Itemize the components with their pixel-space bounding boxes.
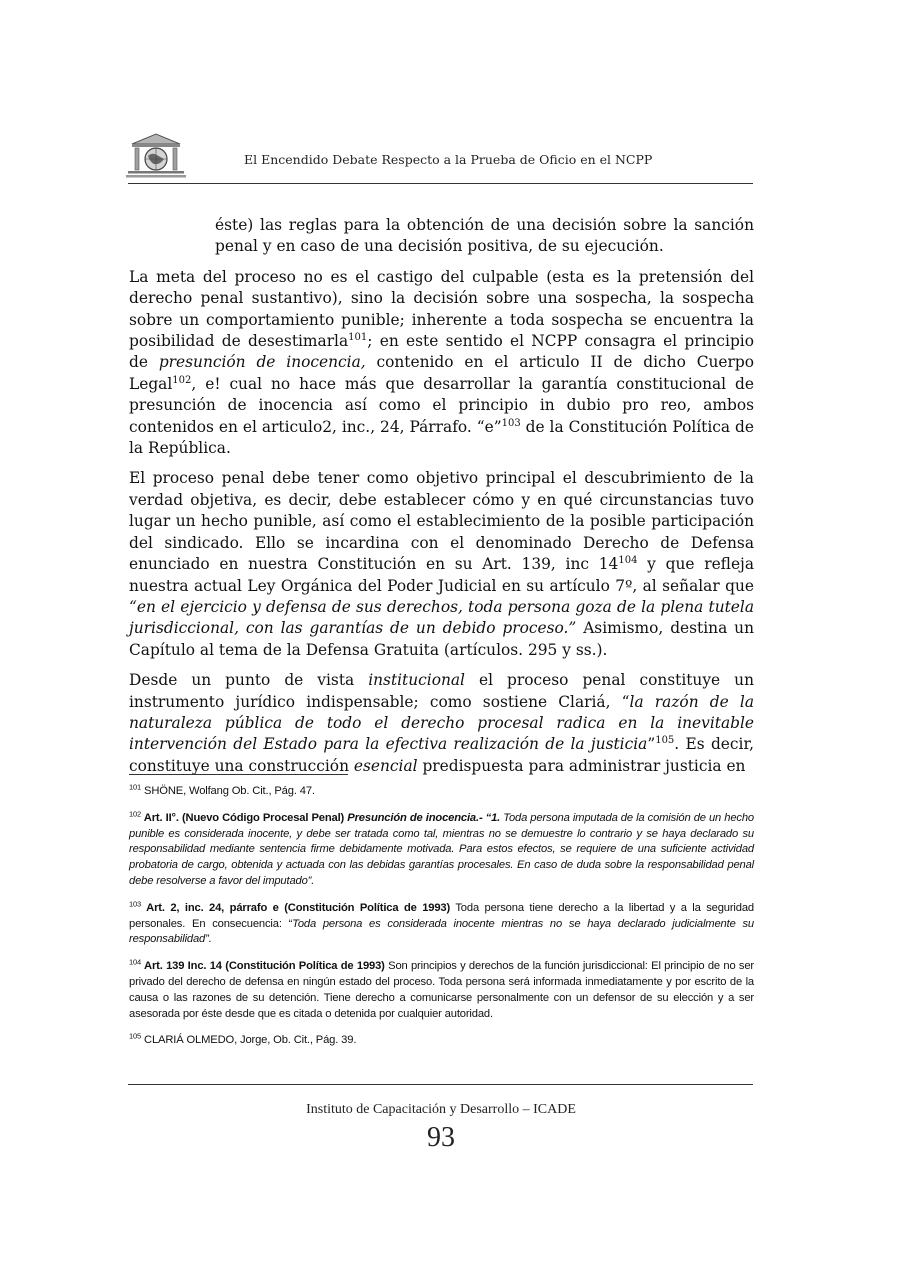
footnote-citation: Art. II°. (Nuevo Código Procesal Penal) (141, 811, 348, 824)
emphasis: la razón de la naturaleza pública de todo el derecho procesal radica en la inevitable intervención del Estado para la efectiva realización de la justicia (129, 692, 755, 754)
text-run: ; en este sentido el NCPP consagra el principio de (129, 332, 754, 372)
footnote-number: 101 (129, 782, 142, 792)
footnote-105 (129, 1033, 754, 1049)
page-number: 93 (427, 1122, 455, 1153)
text-run: Desde un punto de vista (129, 671, 369, 690)
footnote-ref-105[interactable]: 105 (655, 735, 675, 747)
footnote-number: 104 (129, 957, 142, 967)
footer-institution: Instituto de Capacitación y Desarrollo – ICADE (306, 1102, 576, 1117)
emphasis: “en el ejercicio y defensa de sus derechos, toda persona goza de la plena tutela jurisdiccional, con las garantías de un debido proceso.” (129, 597, 754, 638)
footnote-quote: Toda persona imputada de la comisión de un hecho punible es considerada inocente, y debe ser tratada como tal, mientras no se demuestre lo contrario y se haya declarado su responsabilidad mediante sentencia firme debidamente motivada. Para estos efectos, se requiere de una suficiente actividad probatoria de cargo, obtenida y actuada con las debidas garantías procesales. En caso de duda sobre la responsabilidad penal debe resolverse a favor del imputado”. (129, 811, 755, 887)
emphasis: esencial (353, 756, 418, 775)
footnote-number: 102 (129, 809, 142, 819)
footnote-ref-104[interactable]: 104 (618, 554, 638, 566)
header-divider (128, 183, 753, 184)
footnote-quote: Toda persona es considerada inocente mientras no se haya declarado judicialmente su responsabilidad”. (129, 917, 754, 946)
institution-logo-icon (124, 132, 188, 180)
footnote-101 (129, 784, 754, 800)
text-run: , e! cual no hace más que desarrollar la garantía constitucional de presunción de inocencia así como el principio in dubio pro reo, ambos contenidos en el articulo2, inc., 24, Párrafo. “e” (129, 374, 754, 436)
footer-divider (128, 1084, 753, 1085)
footnote-ref-101[interactable]: 101 (348, 331, 368, 343)
paragraph-1 (129, 267, 754, 460)
text-run: el proceso penal constituye un instrumento jurídico indispensable; como sostiene Clariá, “ (129, 671, 754, 711)
footnote-103 (129, 901, 754, 948)
text-run: contenido en el articulo II de dicho Cuerpo Legal (129, 353, 754, 393)
text-run: de la Constitución Política de la República. (129, 417, 754, 458)
paragraph-2 (129, 468, 754, 661)
emphasis: institucional (368, 671, 465, 690)
block-quote: éste) las reglas para la obtención de una decisión sobre la sanción penal y en caso de una decisión positiva, de su ejecución. (215, 216, 754, 256)
footnote-104 (129, 959, 754, 1022)
footnotes (129, 784, 754, 1060)
footnote-text: Toda persona tiene derecho a la libertad y a la seguridad personales. En consecuencia: “ (129, 901, 754, 930)
footnote-heading: Presunción de inocencia.- “1. (347, 811, 501, 824)
emphasis: presunción de inocencia, (158, 353, 366, 372)
text-run: y que refleja nuestra actual Ley Orgánica del Poder Judicial en su artículo 7º, al señalar que (129, 555, 754, 595)
text-run: El proceso penal debe tener como objetivo principal el descubrimiento de la verdad objetiva, es decir, debe establecer cómo y en qué circunstancias tuvo lugar un hecho punible, así como el establecimiento de la posible participación del sindicado. Ello se incardina con el denominado Derecho de Defensa enunciado en nuestra Constitución en su Art. 139, inc 14 (129, 469, 754, 574)
text-run: La meta del proceso no es el castigo del culpable (esta es la pretensión del derecho penal sustantivo), sino la decisión sobre una sospecha, la sospecha sobre un comportamiento punible; inherente a toda sospecha se encuentra la posibilidad de desestimarla (129, 267, 754, 351)
text-run: predispuesta para administrar justicia en (417, 756, 746, 775)
footnote-citation: Art. 139 Inc. 14 (Constitución Política de 1993) (141, 960, 385, 973)
footnote-text: CLARIÁ OLMEDO, Jorge, Ob. Cit., Pág. 39. (141, 1034, 357, 1047)
footnote-text: Son principios y derechos de la función jurisdiccional: El principio de no ser privado del derecho de defensa en ningún estado del proceso. Toda persona será informada inmediatamente y por escrito de la causa o las razones de su detención. Tiene derecho a comunicarse personalmente con un defensor de su elección y a ser asesorada por éste desde que es citada o detenida por cualquier autoridad. (129, 960, 754, 1020)
footnote-text: SHÖNE, Wolfang Ob. Cit., Pág. 47. (141, 785, 315, 797)
footnote-citation: Art. 2, inc. 24, párrafo e (Constitución Política de 1993) (141, 901, 451, 914)
footnote-number: 103 (129, 899, 142, 909)
footnote-ref-103[interactable]: 103 (501, 417, 521, 429)
footnote-separator (129, 774, 348, 775)
text-run: Asimismo, destina un Capítulo al tema de la Defensa Gratuita (artículos. 295 y ss.). (129, 619, 754, 659)
running-header-title: El Encendido Debate Respecto a la Prueba de Oficio en el NCPP (244, 152, 653, 167)
footnote-ref-102[interactable]: 102 (172, 374, 192, 386)
text-run: . Es decir, constituye una construcción (129, 735, 754, 775)
text-run: ” (647, 735, 656, 754)
paragraph-3 (129, 670, 754, 777)
footnote-102 (129, 811, 754, 890)
body-text (129, 215, 754, 786)
footnote-number: 105 (129, 1031, 142, 1041)
